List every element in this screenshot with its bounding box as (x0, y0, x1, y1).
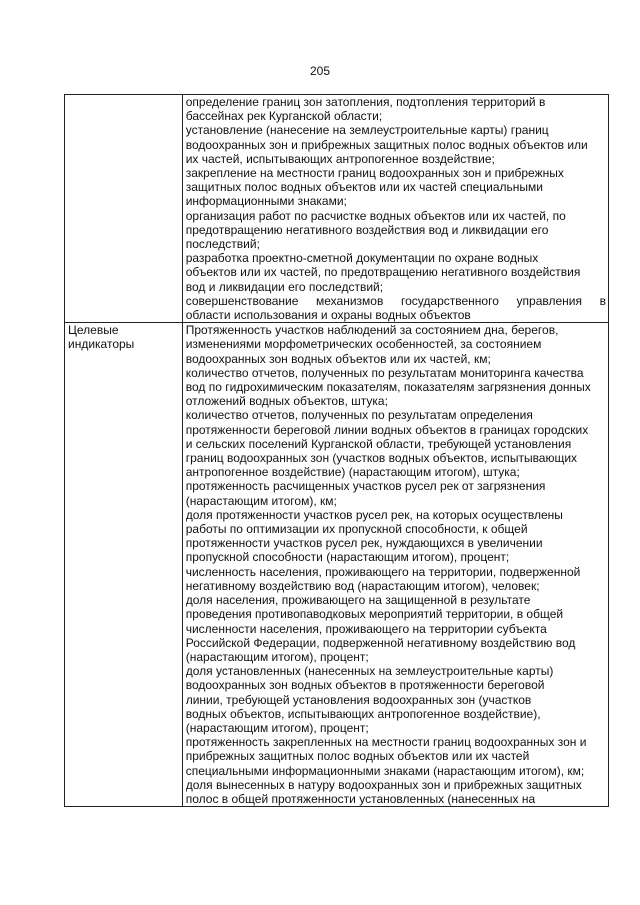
text-line: численности населения, проживающего на территории субъекта (185, 621, 547, 636)
text-line: установление (нанесение на землеустроительные карты) границ (185, 123, 549, 138)
text-line: доля населения, проживающего на защищенной в результате (185, 593, 531, 608)
text-line: (нарастающим итогом), км; (185, 493, 337, 508)
text-line: водоохранных зон и прибрежных защитных полос водных объектов или (185, 137, 588, 152)
text-line: Протяженность участков наблюдений за состоянием дна, берегов, (185, 323, 559, 338)
text-line: предотвращению негативного воздействия вод и ликвидации его (185, 222, 549, 237)
text-line: вод по гидрохимическим показателям, показателям загрязнения донных (185, 380, 591, 395)
text-line: количество отчетов, полученных по результатам мониторинга качества (185, 365, 584, 380)
text-line: протяженности береговой линии водных объектов в границах городских (185, 422, 589, 437)
program-table (64, 94, 609, 807)
text-line: области использования и охраны водных объектов (185, 308, 471, 323)
row2-label-cell (65, 323, 183, 807)
text-line: информационными знаками; (185, 194, 347, 209)
text-line: проведения противопаводковых мероприятий территории, в общей (185, 607, 564, 622)
text-line: последствий; (185, 237, 260, 252)
text-line: протяженность расчищенных участков русел рек от загрязнения (185, 479, 546, 494)
text-line: отложений водных объектов, штука; (185, 394, 388, 409)
text-line: объектов или их частей, по предотвращению негативного воздействия (185, 265, 581, 280)
text-line: изменениями морфометрических особенностей, за состоянием (185, 337, 542, 352)
row2-label-line2: индикаторы (68, 337, 135, 352)
text-line: антропогенное воздействие) (нарастающим итогом), штука; (185, 465, 520, 480)
text-line: бассейнах рек Курганской области; (185, 109, 383, 124)
table-row-tasks (65, 95, 609, 323)
text-line: (нарастающим итогом), процент; (185, 720, 369, 735)
text-line: пропускной способности (нарастающим итогом), процент; (185, 550, 510, 565)
row2-text-cell (182, 323, 608, 807)
text-line: доля вынесенных в натуру водоохранных зон и прибрежных защитных (185, 777, 582, 792)
text-line: водоохранных зон водных объектов в протяженности береговой (185, 678, 545, 693)
text-line: защитных полос водных объектов или их частей специальными (185, 180, 543, 195)
text-line: разработка проектно-сметной документации по охране водных (185, 251, 539, 266)
text-line: (нарастающим итогом), процент; (185, 649, 369, 664)
text-line: доля установленных (нанесенных на землеустроительные карты) (185, 664, 554, 679)
text-line: работы по оптимизации их пропускной способности, к общей (185, 522, 528, 537)
text-line: их частей, испытывающих антропогенное воздействие; (185, 151, 495, 166)
text-line: водоохранных зон водных объектов или их частей, км; (185, 351, 491, 366)
text-line: границ водоохранных зон (участков водных объектов, испытывающих (185, 451, 578, 466)
text-line: прибрежных защитных полос водных объектов или их частей (185, 749, 530, 764)
text-line: полос в общей протяженности установленных (нанесенных на (185, 791, 536, 806)
row1-text-cell (182, 95, 608, 323)
text-line: численность населения, проживающего на территории, подверженной (185, 564, 581, 579)
row2-label-line1: Целевые (68, 323, 119, 338)
text-line: организация работ по расчистке водных объектов или их частей, по (185, 208, 566, 223)
page-number: 205 (309, 64, 331, 78)
text-line: совершенствование механизмов государственного управления в (185, 293, 606, 308)
text-line: линии, требующей установления водоохранных зон (участков (185, 692, 532, 707)
row1-label-cell (65, 95, 183, 323)
text-line: доля протяженности участков русел рек, на которых осуществлены (185, 507, 563, 522)
text-line: Российской Федерации, подверженной негативному воздействию вод (185, 635, 576, 650)
text-line: специальными информационными знаками (нарастающим итогом), км; (185, 763, 585, 778)
text-line: вод и ликвидации его последствий; (185, 279, 384, 294)
text-line: негативному воздействию вод (нарастающим итогом), человек; (185, 578, 540, 593)
text-line: протяженности участков русел рек, нуждающихся в увеличении (185, 536, 543, 551)
text-line: закрепление на местности границ водоохранных зон и прибрежных (185, 166, 564, 181)
text-line: протяженность закрепленных на местности границ водоохранных зон и (185, 735, 587, 750)
text-line: и сельских поселений Курганской области, требующей установления (185, 436, 572, 451)
text-line: водных объектов, испытывающих антропогенное воздействие), (185, 706, 541, 721)
text-line: определение границ зон затопления, подтопления территорий в (185, 95, 546, 109)
table-row-indicators (65, 323, 609, 807)
text-line: количество отчетов, полученных по результатам определения (185, 408, 533, 423)
